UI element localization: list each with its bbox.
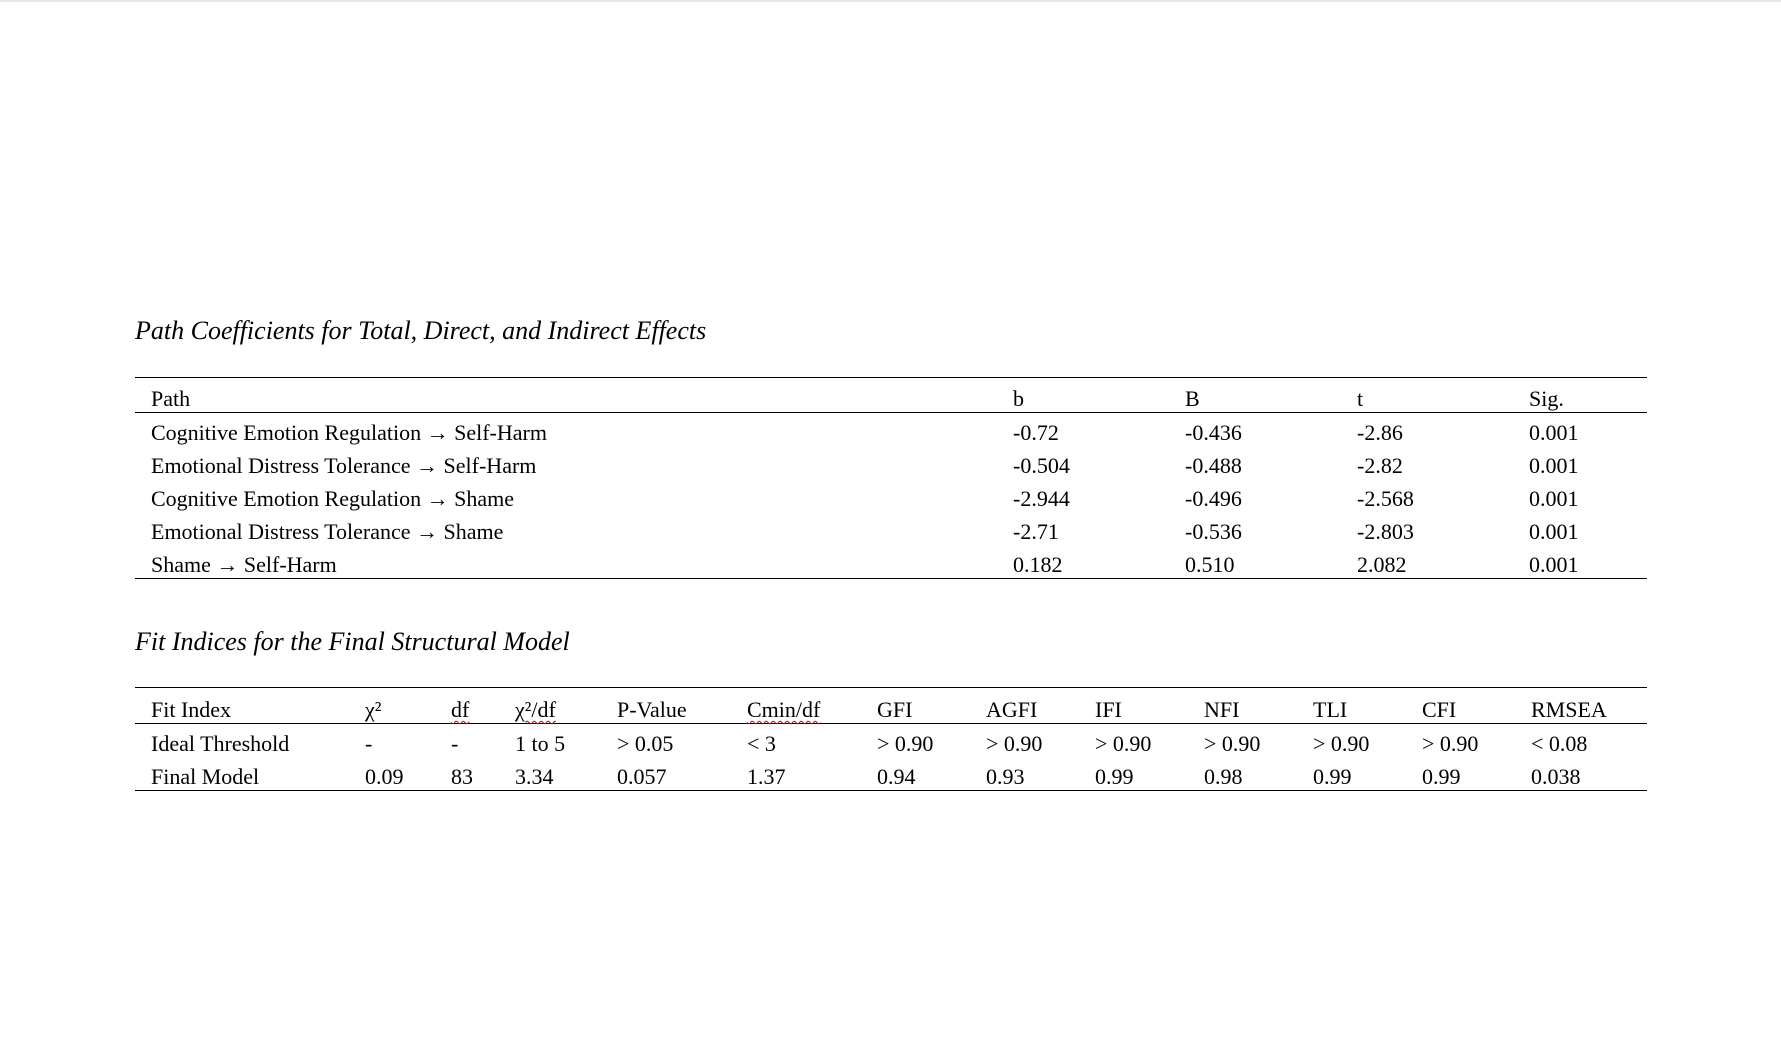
B-cell: -0.496 [1185,486,1242,511]
b-cell: -0.504 [1013,453,1070,478]
b-cell: -0.72 [1013,420,1059,445]
path-cell: Cognitive Emotion Regulation → Shame [151,486,514,511]
tli-cell: 0.99 [1313,764,1352,789]
t-cell: -2.568 [1357,486,1414,511]
table1-header-b: b [1013,386,1024,411]
header-rmsea: RMSEA [1531,697,1607,722]
table-row [135,757,1647,791]
table-row [135,545,1647,579]
t-cell: -2.86 [1357,420,1403,445]
chi-square-cell: 0.09 [365,764,404,789]
table1-header-t: t [1357,386,1364,411]
header-gfi: GFI [877,697,913,722]
table-row [135,479,1647,512]
table1-header-path: Path [151,386,191,411]
path-cell: Cognitive Emotion Regulation → Self-Harm [151,420,547,445]
page-top-edge [0,0,1781,2]
path-cell: Emotional Distress Tolerance → Shame [151,519,504,544]
header-cmin-df [731,688,861,724]
path-cell: Emotional Distress Tolerance → Self-Harm [151,453,537,478]
B-cell: -0.488 [1185,453,1242,478]
header-cmin-df-text: Cmin/df [747,697,821,722]
header-chi-square: χ² [365,697,382,722]
B-cell: 0.510 [1185,552,1235,577]
b-cell: -2.944 [1013,486,1070,511]
tli-cell: > 0.90 [1313,731,1370,756]
cfi-cell: 0.99 [1422,764,1461,789]
header-nfi: NFI [1204,697,1240,722]
table-row [135,446,1647,479]
header-agfi: AGFI [986,697,1038,722]
df-cell: 83 [451,764,473,789]
sig-cell: 0.001 [1529,486,1579,511]
sig-cell: 0.001 [1529,420,1579,445]
cmin-df-cell: 1.37 [747,764,786,789]
header-chi-square-df-text: χ²/df [515,697,556,722]
row-label-cell: Final Model [151,764,260,789]
B-cell: -0.536 [1185,519,1242,544]
table-row [135,413,1647,447]
header-fit-index: Fit Index [151,697,232,722]
p-value-cell: 0.057 [617,764,667,789]
nfi-cell: 0.98 [1204,764,1243,789]
header-p-value: P-Value [617,697,687,722]
table1-caption: Path Coefficients for Total, Direct, and Indirect Effects [135,316,707,345]
agfi-cell: 0.93 [986,764,1025,789]
nfi-cell: > 0.90 [1204,731,1261,756]
agfi-cell: > 0.90 [986,731,1043,756]
rmsea-cell: < 0.08 [1531,731,1588,756]
cfi-cell: > 0.90 [1422,731,1479,756]
chi-square-df-cell: 3.34 [515,764,554,789]
rmsea-cell: 0.038 [1531,764,1581,789]
table2-caption: Fit Indices for the Final Structural Model [135,627,570,656]
t-cell: -2.803 [1357,519,1414,544]
df-cell: - [451,731,459,756]
table1-header-sig: Sig. [1529,386,1564,411]
gfi-cell: 0.94 [877,764,916,789]
header-chi-square-df [499,688,601,724]
sig-cell: 0.001 [1529,453,1579,478]
t-cell: 2.082 [1357,552,1407,577]
t-cell: -2.82 [1357,453,1403,478]
p-value-cell: > 0.05 [617,731,674,756]
table-row [135,724,1647,758]
gfi-cell: > 0.90 [877,731,934,756]
cmin-df-cell: < 3 [747,731,776,756]
fit-indices-table [135,687,1647,791]
path-coefficients-table [135,377,1647,579]
ifi-cell: > 0.90 [1095,731,1152,756]
sig-cell: 0.001 [1529,552,1579,577]
table1-header-B: B [1185,386,1200,411]
table2-header-row [135,688,1647,724]
table1-header-row [135,378,1647,413]
B-cell: -0.436 [1185,420,1242,445]
path-cell: Shame → Self-Harm [151,552,337,577]
table-row [135,512,1647,545]
header-cfi: CFI [1422,697,1457,722]
ifi-cell: 0.99 [1095,764,1134,789]
b-cell: 0.182 [1013,552,1063,577]
header-ifi: IFI [1095,697,1122,722]
sig-cell: 0.001 [1529,519,1579,544]
header-tli: TLI [1313,697,1348,722]
chi-square-df-cell: 1 to 5 [515,731,566,756]
header-df [435,688,499,724]
chi-square-cell: - [365,731,373,756]
b-cell: -2.71 [1013,519,1059,544]
header-df-text: df [451,697,470,722]
row-label-cell: Ideal Threshold [151,731,290,756]
